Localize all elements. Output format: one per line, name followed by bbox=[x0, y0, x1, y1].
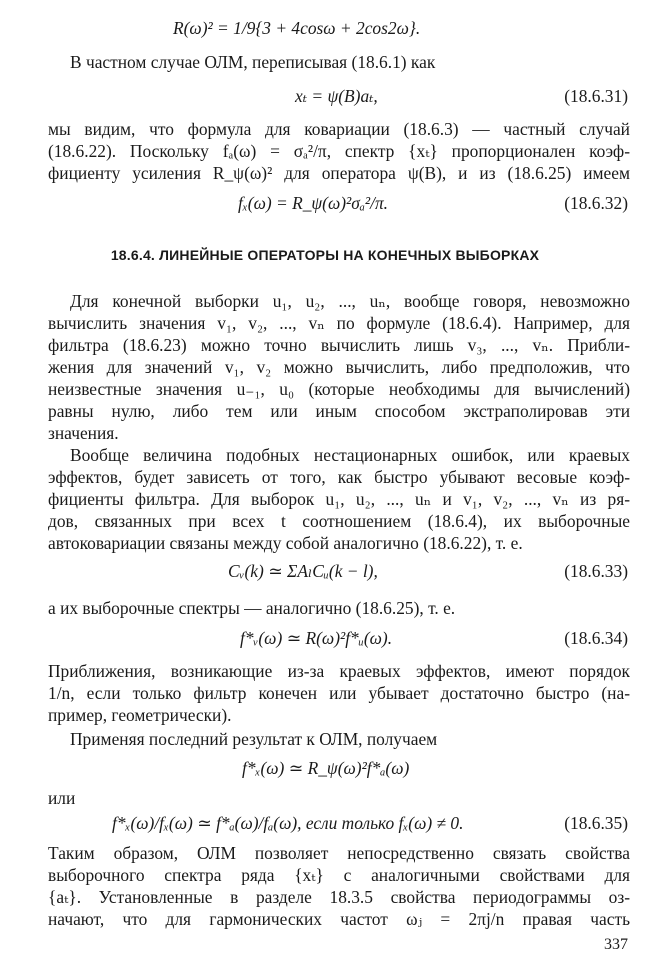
text-line: фициенту усиления R_ψ(ω)² для оператора ψ(B), и из (18.6.25) имеем bbox=[48, 163, 630, 183]
formula-sample-spectrum: f*ₓ(ω) ≃ R_ψ(ω)²f*ₐ(ω) bbox=[242, 758, 410, 778]
equation-number: (18.6.35) bbox=[564, 813, 628, 833]
text-line: выборочного спектра ряда {xₜ} с аналогичными свойствами для bbox=[48, 865, 630, 885]
text-line: а их выборочные спектры — аналогично (18.6.25), т. е. bbox=[48, 598, 456, 618]
text-line: вычислить значения v₁, v₂, ..., vₙ по формуле (18.6.4). Например, для bbox=[48, 313, 630, 333]
text-line: неизвестные значения u₋₁, u₀ (которые необходимы для вычислений) bbox=[48, 379, 630, 399]
formula-18-6-34: f*ᵥ(ω) ≃ R(ω)²f*ᵤ(ω). bbox=[240, 628, 393, 648]
formula-r-omega: R(ω)² = 1/9{3 + 4cosω + 2cos2ω}. bbox=[173, 18, 421, 38]
text-line: (18.6.22). Поскольку fₐ(ω) = σₐ²/π, спектр {xₜ} пропорционален коэф- bbox=[48, 141, 630, 161]
formula-18-6-32: fₓ(ω) = R_ψ(ω)²σₐ²/π. bbox=[238, 193, 389, 213]
text-line: 1/n, если только фильтр конечен или убывает достаточно быстро (на- bbox=[48, 683, 630, 703]
text-line: пример, геометрически). bbox=[48, 705, 232, 725]
text-line: {aₜ}. Установленные в разделе 18.3.5 свойства периодограммы оз- bbox=[48, 887, 630, 907]
text-line: начают, что для гармонических частот ωⱼ = 2πj/n правая часть bbox=[48, 909, 631, 929]
formula-18-6-35: f*ₓ(ω)/fₓ(ω) ≃ f*ₐ(ω)/fₐ(ω), если только fₓ(ω) ≠ 0. bbox=[112, 813, 464, 833]
text-line: В частном случае ОЛМ, переписывая (18.6.1) как bbox=[70, 52, 436, 72]
text-line: Таким образом, ОЛМ позволяет непосредственно связать свойства bbox=[48, 843, 630, 863]
equation-number: (18.6.32) bbox=[564, 193, 628, 213]
text-line: Приближения, возникающие из-за краевых эффектов, имеют порядок bbox=[48, 661, 630, 681]
text-line: автоковариации связаны между собой аналогично (18.6.22), т. е. bbox=[48, 533, 523, 553]
text-line: жения для значений v₁, v₂ можно вычислить, либо предположив, что bbox=[48, 357, 630, 377]
equation-number: (18.6.31) bbox=[564, 86, 628, 106]
section-heading: 18.6.4. ЛИНЕЙНЫЕ ОПЕРАТОРЫ НА КОНЕЧНЫХ ВЫБОРКАХ bbox=[110, 247, 540, 263]
text-line: мы видим, что формула для ковариации (18.6.3) — частный случай bbox=[48, 119, 630, 139]
text-line: равны нулю, либо тем или иным способом экстраполировав эти bbox=[48, 401, 630, 421]
text-line: дов, связанных при всех t соотношением (18.6.4), их выборочные bbox=[48, 511, 630, 531]
text-line: фильтра (18.6.23) можно точно вычислить лишь v₃, ..., vₙ. Прибли- bbox=[48, 335, 630, 355]
text-line: Для конечной выборки u₁, u₂, ..., uₙ, вообще говоря, невозможно bbox=[70, 291, 630, 311]
text-line: фициенты фильтра. Для выборок u₁, u₂, ..., uₙ и v₁, v₂, ..., vₙ из ря- bbox=[48, 489, 630, 509]
text-line: значения. bbox=[48, 423, 119, 443]
formula-18-6-31: xₜ = ψ(B)aₜ, bbox=[295, 86, 378, 106]
text-line: Вообще величина подобных нестационарных ошибок, или краевых bbox=[70, 445, 630, 465]
page-number: 337 bbox=[604, 936, 628, 953]
equation-number: (18.6.33) bbox=[564, 561, 628, 581]
formula-18-6-33: Cᵥ(k) ≃ ΣAₗCᵤ(k − l), bbox=[228, 561, 378, 581]
text-line: Применяя последний результат к ОЛМ, получаем bbox=[70, 729, 438, 749]
equation-number: (18.6.34) bbox=[564, 628, 628, 648]
text-line: эффектов, будет зависеть от того, как быстро убывают весовые коэф- bbox=[48, 467, 630, 487]
text-line: или bbox=[48, 788, 76, 808]
